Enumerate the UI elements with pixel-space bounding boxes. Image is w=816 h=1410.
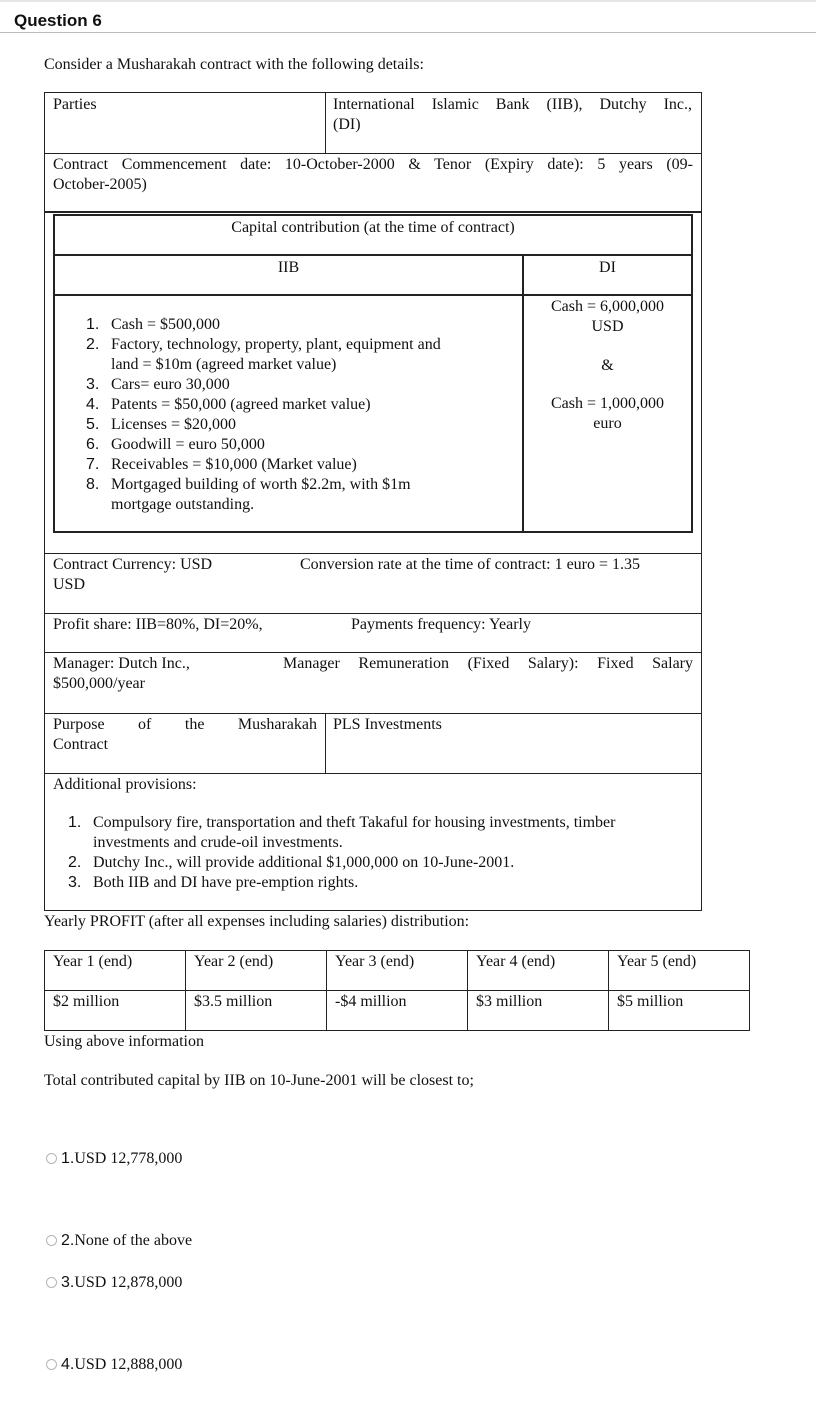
option-1-number: 1. <box>61 1150 75 1167</box>
profit-table-header-cell <box>185 950 327 991</box>
profit-share-cell <box>44 613 702 653</box>
list-item <box>86 475 511 515</box>
capital-heading-cell <box>53 214 693 256</box>
commencement-cell <box>44 153 702 213</box>
option-4-text: USD 12,888,000 <box>74 1356 183 1373</box>
list-number: 6. <box>86 436 100 453</box>
list-item-line: Receivables = $10,000 (Market value) <box>111 456 357 473</box>
conversion-rate: Conversion rate at the time of contract: 1 euro = 1.35 <box>300 556 641 573</box>
list-item-line: Dutchy Inc., will provide additional $1,000,000 on 10-June-2001. <box>93 854 515 871</box>
list-item <box>86 455 511 475</box>
list-item-line: Licenses = $20,000 <box>111 416 236 433</box>
parties-line-2: (DI) <box>333 116 361 133</box>
list-item <box>86 335 511 375</box>
list-item <box>86 395 511 415</box>
manager-remuneration: Manager Remuneration (Fixed Salary): Fixed Salary <box>283 655 693 672</box>
parties-label: Parties <box>53 96 97 113</box>
profit-value: -$4 million <box>335 993 407 1010</box>
profit-value: $3.5 million <box>194 993 273 1010</box>
option-2-number: 2. <box>61 1232 75 1249</box>
profit-value: $2 million <box>53 993 120 1010</box>
list-item-line: Both IIB and DI have pre-emption rights. <box>93 874 359 891</box>
di-cash-usd-line-2: USD <box>591 318 624 335</box>
prompt-line-2: Total contributed capital by IIB on 10-June-2001 will be closest to; <box>44 1072 474 1089</box>
profit-value: $5 million <box>617 993 684 1010</box>
purpose-label-cell <box>44 713 326 774</box>
list-number: 3. <box>68 874 82 891</box>
purpose-value: PLS Investments <box>333 716 442 733</box>
list-item-line: Cash = $500,000 <box>111 316 221 333</box>
list-item-line: land = $10m (agreed market value) <box>111 356 337 373</box>
profit-value: $3 million <box>476 993 543 1010</box>
manager-cell <box>44 652 702 714</box>
provisions-list <box>68 813 693 893</box>
currency-cell <box>44 553 702 614</box>
parties-label-cell <box>44 92 326 154</box>
option-3-text: USD 12,878,000 <box>74 1274 183 1291</box>
manager-salary: $500,000/year <box>53 675 145 692</box>
additional-provisions-heading: Additional provisions: <box>53 776 197 793</box>
purpose-label-line-2: Contract <box>53 736 109 753</box>
list-item <box>86 415 511 435</box>
profit-table-header-cell <box>467 950 609 991</box>
profit-table-header-cell <box>44 950 186 991</box>
list-item-line: Cars= euro 30,000 <box>111 376 230 393</box>
list-number: 5. <box>86 416 100 433</box>
list-number: 1. <box>86 316 100 333</box>
list-item-line: Patents = $50,000 (agreed market value) <box>111 396 371 413</box>
list-item-line: investments and crude-oil investments. <box>93 834 343 851</box>
profit-table-value-cell <box>185 990 327 1031</box>
radio-icon[interactable] <box>46 1153 57 1164</box>
profit-share: Profit share: IIB=80%, DI=20%, <box>53 616 263 633</box>
di-heading-cell <box>522 254 693 296</box>
payments-frequency: Payments frequency: Yearly <box>351 616 531 633</box>
di-contribution-cell <box>522 294 693 533</box>
list-item <box>68 853 693 873</box>
question-header <box>0 0 816 33</box>
radio-icon[interactable] <box>46 1359 57 1370</box>
option-4[interactable] <box>46 1355 182 1375</box>
list-item <box>86 435 511 455</box>
list-item-line: mortgage outstanding. <box>111 496 255 513</box>
purpose-value-cell <box>325 713 702 774</box>
option-4-number: 4. <box>61 1356 75 1373</box>
iib-heading: IIB <box>277 259 300 276</box>
option-2-text: None of the above <box>74 1232 193 1249</box>
list-item <box>86 315 511 335</box>
year-label: Year 5 (end) <box>617 953 697 970</box>
header-divider <box>0 32 816 33</box>
list-item-line: Factory, technology, property, plant, equipment and <box>111 336 441 353</box>
iib-contribution-list <box>86 315 511 515</box>
capital-heading: Capital contribution (at the time of contract) <box>231 219 515 236</box>
iib-contribution-cell <box>53 294 524 533</box>
list-number: 2. <box>86 336 100 353</box>
profit-table-header-cell <box>608 950 750 991</box>
purpose-label-line-1: Purpose of the Musharakah <box>53 716 317 733</box>
additional-provisions-cell <box>44 773 702 911</box>
profit-table-header-cell <box>326 950 468 991</box>
option-1-text: USD 12,778,000 <box>74 1150 183 1167</box>
profit-table-caption: Yearly PROFIT (after all expenses including salaries) distribution: <box>44 913 470 930</box>
contract-currency-line-2: USD <box>53 576 86 593</box>
parties-value-cell <box>325 92 702 154</box>
prompt-line-1: Using above information <box>44 1033 204 1050</box>
option-3[interactable] <box>46 1273 182 1293</box>
profit-table-value-cell <box>467 990 609 1031</box>
list-item-line: Compulsory fire, transportation and theft Takaful for housing investments, timber <box>93 814 616 831</box>
di-ampersand: & <box>601 357 614 374</box>
di-heading: DI <box>599 259 616 276</box>
question-intro: Consider a Musharakah contract with the following details: <box>44 56 424 73</box>
iib-heading-cell <box>53 254 524 296</box>
contract-currency: Contract Currency: USD <box>53 556 213 573</box>
year-label: Year 3 (end) <box>335 953 415 970</box>
list-number: 2. <box>68 854 82 871</box>
question-title: Question 6 <box>14 11 102 30</box>
list-number: 1. <box>68 814 82 831</box>
list-item <box>68 873 693 893</box>
list-item <box>68 813 693 853</box>
di-cash-euro-line-2: euro <box>593 415 622 432</box>
list-item <box>86 375 511 395</box>
list-item-line: Goodwill = euro 50,000 <box>111 436 265 453</box>
year-label: Year 1 (end) <box>53 953 133 970</box>
profit-table-value-cell <box>326 990 468 1031</box>
commencement-line-1: Contract Commencement date: 10-October-2000 & Tenor (Expiry date): 5 years (09- <box>53 156 693 173</box>
list-number: 4. <box>86 396 100 413</box>
year-label: Year 2 (end) <box>194 953 274 970</box>
list-number: 3. <box>86 376 100 393</box>
list-item-line: Mortgaged building of worth $2.2m, with $1m <box>111 476 411 493</box>
radio-icon[interactable] <box>46 1277 57 1288</box>
profit-table-value-cell <box>608 990 750 1031</box>
list-number: 8. <box>86 476 100 493</box>
manager: Manager: Dutch Inc., <box>53 655 190 672</box>
commencement-line-2: October-2005) <box>53 176 147 193</box>
option-3-number: 3. <box>61 1274 75 1291</box>
parties-line-1: International Islamic Bank (IIB), Dutchy Inc., <box>333 96 692 113</box>
top-divider <box>0 0 816 2</box>
option-2[interactable] <box>46 1231 192 1251</box>
radio-icon[interactable] <box>46 1235 57 1246</box>
profit-table-value-cell <box>44 990 186 1031</box>
option-1[interactable] <box>46 1149 182 1169</box>
di-cash-euro-line-1: Cash = 1,000,000 <box>550 395 665 412</box>
list-number: 7. <box>86 456 100 473</box>
di-cash-usd-line-1: Cash = 6,000,000 <box>550 298 665 315</box>
year-label: Year 4 (end) <box>476 953 556 970</box>
